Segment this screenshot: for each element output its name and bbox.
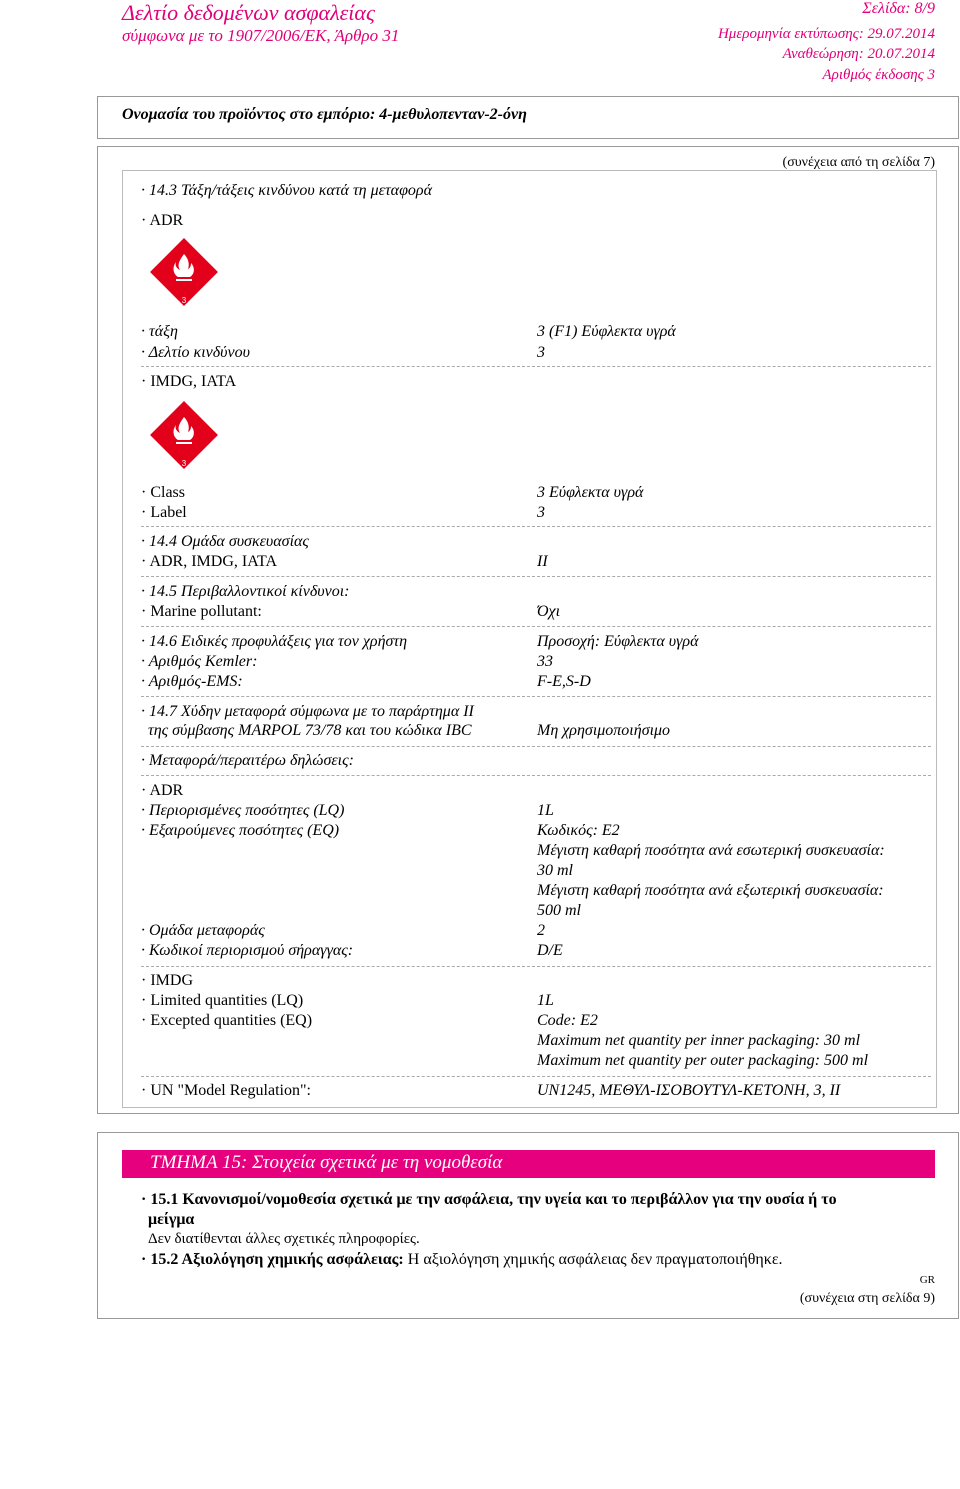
un-model-label: · UN "Model Regulation": xyxy=(141,1082,311,1099)
s14-3-heading: · 14.3 Τάξη/τάξεις κινδύνου κατά τη μεταφορά xyxy=(141,182,433,199)
transport-eq-value: Κωδικός: E2 xyxy=(537,822,620,839)
s14-3-hazard-value: 3 xyxy=(537,344,545,361)
divider xyxy=(141,366,931,367)
section-15-title: ΤΜΗΜΑ 15: Στοιχεία σχετικά με τη νομοθεσία xyxy=(150,1152,503,1173)
s14-7-line2: της σύμβασης MARPOL 73/78 και του κώδικα IBC xyxy=(148,722,472,739)
divider xyxy=(141,1076,931,1077)
s14-3-imdg-iata: · IMDG, IATA xyxy=(141,373,237,390)
un-model-value: UN1245, ΜΕΘΥΛ-ΙΣΟΒΟΥΤΥΛ-ΚΕΤΟΝΗ, 3, II xyxy=(537,1082,841,1099)
divider xyxy=(141,576,931,577)
s14-3-hazard-label: · Δελτίο κινδύνου xyxy=(141,344,250,361)
divider xyxy=(141,746,931,747)
transport-imdg: · IMDG xyxy=(141,972,193,989)
s14-3-class-label: · τάξη xyxy=(141,323,178,340)
transport-lq-value: 1L xyxy=(537,802,554,819)
divider xyxy=(141,696,931,697)
divider xyxy=(141,966,931,967)
s14-6-ems-label: · Αριθμός-EMS: xyxy=(141,673,243,690)
transport-heading: · Μεταφορά/περαιτέρω δηλώσεις: xyxy=(141,752,354,769)
s14-6-ems-value: F-E,S-D xyxy=(537,673,591,690)
s15-2-label: · 15.2 Αξιολόγηση χημικής ασφάλειας: xyxy=(141,1251,404,1268)
s15-1-heading-cont: μείγμα xyxy=(148,1211,195,1228)
transport-eq-label: · Εξαιρούμενες ποσότητες (EQ) xyxy=(141,822,340,839)
transport-lq-label: · Περιορισμένες ποσότητες (LQ) xyxy=(141,802,345,819)
transport-eq-outer: Μέγιστη καθαρή ποσότητα ανά εξωτερική συσκευασία: xyxy=(537,882,884,899)
s14-3-class-value: 3 (F1) Εύφλεκτα υγρά xyxy=(537,323,676,340)
placard-class-number: 3 xyxy=(181,459,187,468)
s15-2-text: Η αξιολόγηση χημικής ασφάλειας δεν πραγματοποιήθηκε. xyxy=(407,1251,783,1268)
s14-7-value: Μη χρησιμοποιήσιμο xyxy=(537,722,671,739)
transport-eq-inner: Μέγιστη καθαρή ποσότητα ανά εσωτερική συσκευασία: xyxy=(537,842,885,859)
imdg-lq-label: · Limited quantities (LQ) xyxy=(141,992,304,1009)
s14-5-label: · Marine pollutant: xyxy=(141,603,262,620)
continued-to: (συνέχεια στη σελίδα 9) xyxy=(799,1291,935,1306)
placard-class-number: 3 xyxy=(181,296,187,305)
divider xyxy=(141,775,931,776)
continued-from: (συνέχεια από τη σελίδα 7) xyxy=(782,155,935,170)
document-subtitle: σύμφωνα με το 1907/2006/ΕΚ, Άρθρο 31 xyxy=(122,26,400,45)
transport-group-label: · Ομάδα μεταφοράς xyxy=(141,922,265,939)
s14-3-label-label: · Label xyxy=(141,504,187,521)
s14-7-line1: · 14.7 Χύδην μεταφορά σύμφωνα με το παράρτημα II xyxy=(141,703,474,720)
revision-date: Αναθεώρηση: 20.07.2014 xyxy=(782,46,935,62)
s14-4-value: II xyxy=(537,553,548,570)
s14-6-heading: · 14.6 Ειδικές προφυλάξεις για τον χρήστη xyxy=(141,633,408,650)
s14-6-kemler-label: · Αριθμός Kemler: xyxy=(141,653,258,670)
version-number: Αριθμός έκδοσης 3 xyxy=(822,67,935,83)
s14-3-label-value: 3 xyxy=(537,504,545,521)
product-name: Ονομασία του προϊόντος στο εμπόριο: 4-μεθυλοπενταν-2-όνη xyxy=(122,106,527,123)
flammable-placard-icon xyxy=(146,234,222,315)
transport-tunnel-value: D/E xyxy=(537,942,563,959)
s14-4-label: · ADR, IMDG, IATA xyxy=(141,553,278,570)
language-code: GR xyxy=(919,1274,935,1286)
imdg-eq-inner: Maximum net quantity per inner packaging: 30 ml xyxy=(537,1032,861,1049)
s14-5-heading: · 14.5 Περιβαλλοντικοί κίνδυνοι: xyxy=(141,583,350,600)
s15-1-text: Δεν διατίθενται άλλες σχετικές πληροφορίες. xyxy=(148,1231,420,1247)
transport-eq-outer-value: 500 ml xyxy=(537,902,581,919)
transport-tunnel-label: · Κωδικοί περιορισμού σήραγγας: xyxy=(141,942,354,959)
divider xyxy=(141,526,931,527)
s14-6-kemler-value: 33 xyxy=(537,653,553,670)
page-number: Σελίδα: 8/9 xyxy=(862,0,935,17)
s14-3-class2-value: 3 Εύφλεκτα υγρά xyxy=(537,484,644,501)
divider xyxy=(141,626,931,627)
imdg-eq-outer: Maximum net quantity per outer packaging: 500 ml xyxy=(537,1052,869,1069)
s14-3-adr: · ADR xyxy=(141,212,184,229)
transport-group-value: 2 xyxy=(537,922,545,939)
document-title: Δελτίο δεδομένων ασφαλείας xyxy=(122,0,375,25)
imdg-lq-value: 1L xyxy=(537,992,554,1009)
flammable-placard-icon xyxy=(146,397,222,478)
transport-adr: · ADR xyxy=(141,782,184,799)
s14-3-class2-label: · Class xyxy=(141,484,185,501)
imdg-eq-value: Code: E2 xyxy=(537,1012,598,1029)
transport-eq-inner-value: 30 ml xyxy=(537,862,573,879)
print-date: Ημερομηνία εκτύπωσης: 29.07.2014 xyxy=(717,26,935,42)
s14-4-heading: · 14.4 Ομάδα συσκευασίας xyxy=(141,533,309,550)
s14-6-value: Προσοχή: Εύφλεκτα υγρά xyxy=(537,633,699,650)
s14-5-value: Όχι xyxy=(537,603,561,620)
s15-1-heading: · 15.1 Κανονισμοί/νομοθεσία σχετικά με την ασφάλεια, την υγεία και το περιβάλλον για την ουσία ή το xyxy=(141,1191,837,1208)
imdg-eq-label: · Excepted quantities (EQ) xyxy=(141,1012,313,1029)
